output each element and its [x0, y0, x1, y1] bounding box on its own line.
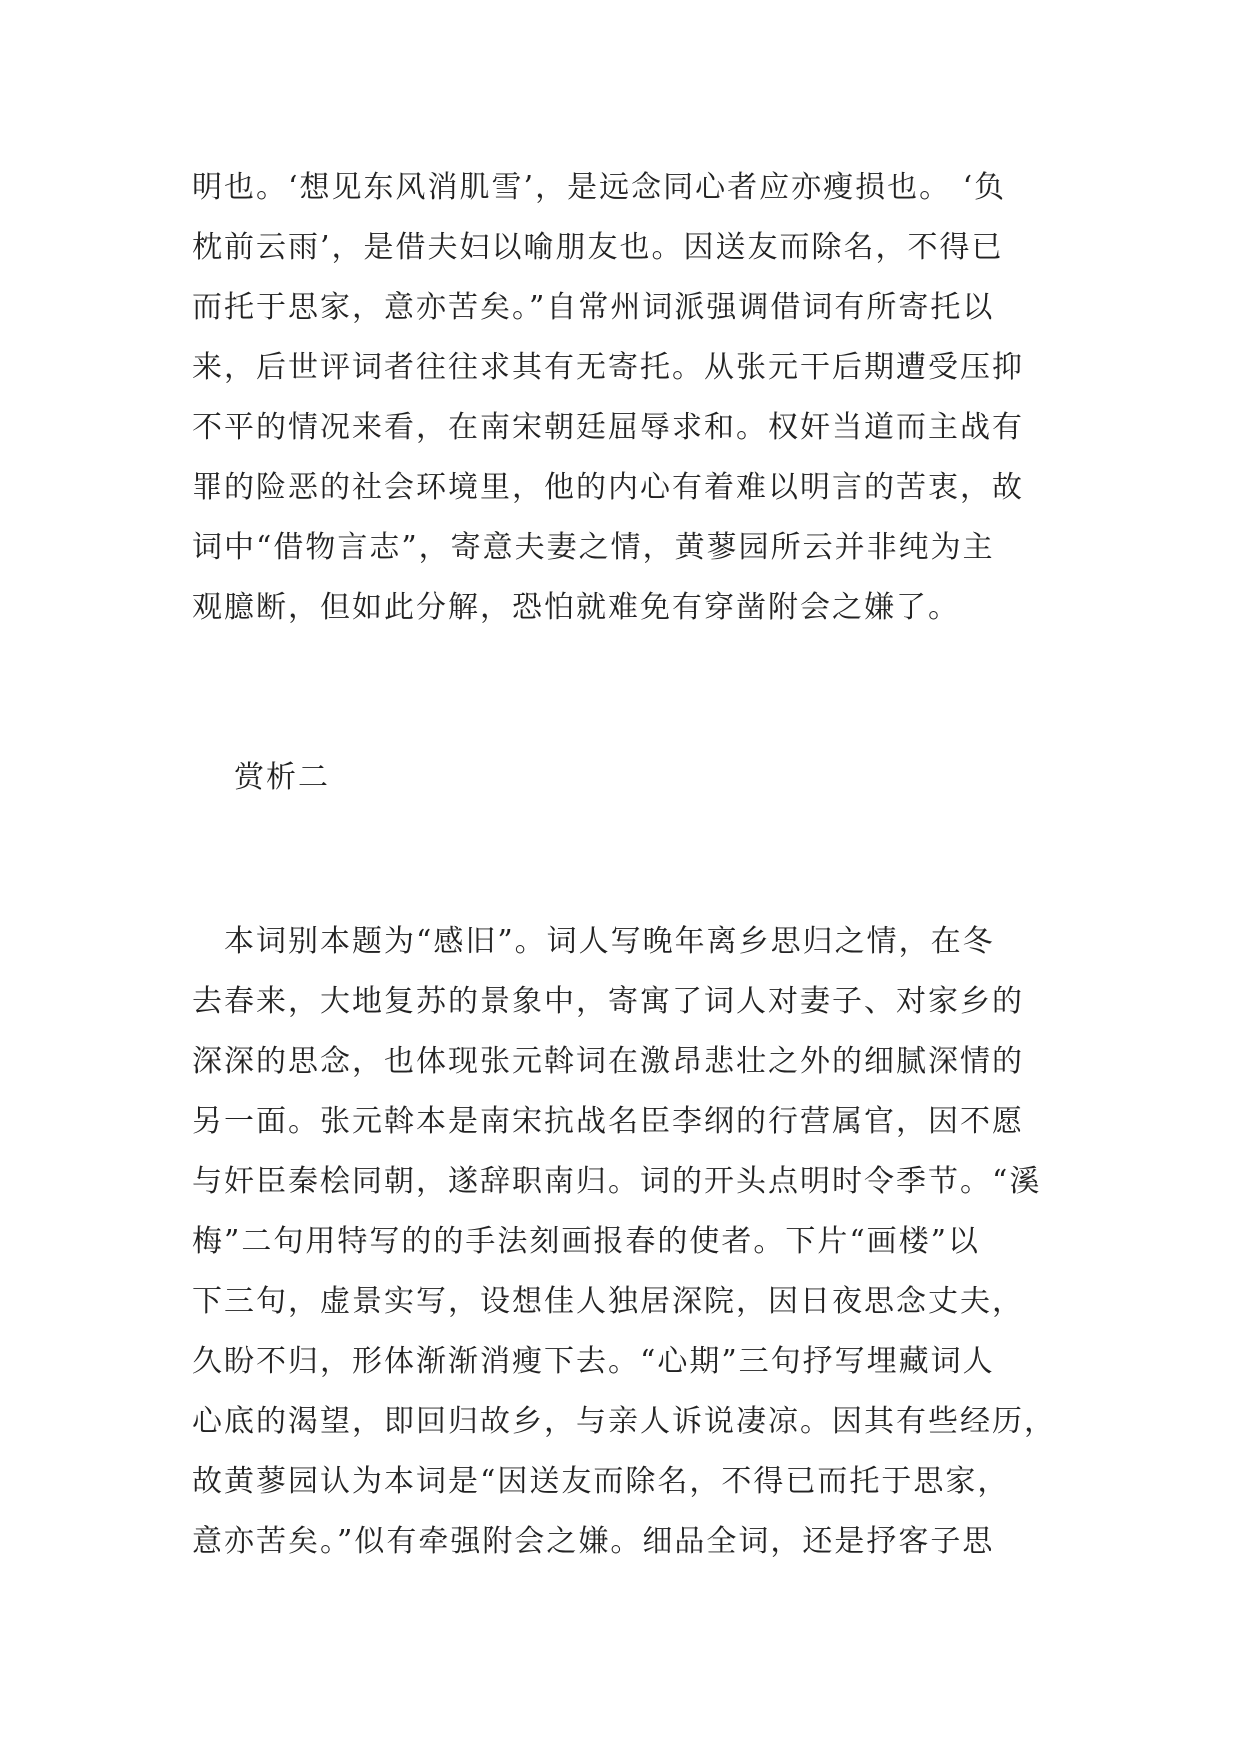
paragraph-2-line: 故黄蓼园认为本词是“因送友而除名，不得已而托于思家， [192, 1464, 1010, 1499]
section-heading-text: 赏析二 [234, 760, 330, 795]
paragraph-1-line: 枕前云雨’，是借夫妇以喻朋友也。因送友而除名，不得已 [192, 230, 1004, 265]
paragraph-2-line: 心底的渴望，即回归故乡，与亲人诉说凄凉。因其有些经历， [192, 1404, 1056, 1439]
paragraph-2-line: 久盼不归，形体渐渐消瘦下去。“心期”三句抒写埋藏词人 [192, 1344, 995, 1379]
paragraph-2-line: 深深的思念，也体现张元斡词在激昂悲壮之外的细腻深情的 [192, 1044, 1024, 1079]
paragraph-2-line: 与奸臣秦桧同朝，遂辞职南归。词的开头点明时令季节。“溪 [192, 1164, 1042, 1199]
paragraph-1-line: 来，后世评词者往往求其有无寄托。从张元干后期遭受压抑 [192, 350, 1024, 385]
section-heading [234, 748, 1094, 808]
paragraph-2-line: 去春来，大地复苏的景象中，寄寓了词人对妻子、对家乡的 [192, 984, 1024, 1019]
paragraph-1-line: 而托于思家，意亦苦矣。”自常州词派强调借词有所寄托以 [192, 290, 995, 325]
paragraph-1-line: 明也。‘想见东风消肌雪’，是远念同心者应亦瘦损也。 ‘负 [192, 170, 1007, 205]
paragraph-2 [192, 912, 1056, 1572]
paragraph-1-line: 不平的情况来看，在南宋朝廷屈辱求和。权奸当道而主战有 [192, 410, 1024, 445]
paragraph-1-line: 罪的险恶的社会环境里，他的内心有着难以明言的苦衷，故 [192, 470, 1024, 505]
paragraph-2-line: 另一面。张元斡本是南宋抗战名臣李纲的行营属官，因不愿 [192, 1104, 1024, 1139]
paragraph-2-line: 本词别本题为“感旧”。词人写晚年离乡思归之情，在冬 [192, 924, 995, 959]
paragraph-1 [192, 158, 1052, 638]
paragraph-1-line: 词中“借物言志”，寄意夫妻之情，黄蓼园所云并非纯为主 [192, 530, 995, 565]
paragraph-1-line: 观臆断，但如此分解，恐怕就难免有穿凿附会之嫌了。 [192, 590, 960, 625]
paragraph-2-line: 意亦苦矣。”似有牵强附会之嫌。细品全词，还是抒客子思 [192, 1524, 995, 1559]
paragraph-2-line: 下三句，虚景实写，设想佳人独居深院，因日夜思念丈夫， [192, 1284, 1024, 1319]
paragraph-2-line: 梅”二句用特写的的手法刻画报春的使者。下片“画楼”以 [192, 1224, 981, 1259]
